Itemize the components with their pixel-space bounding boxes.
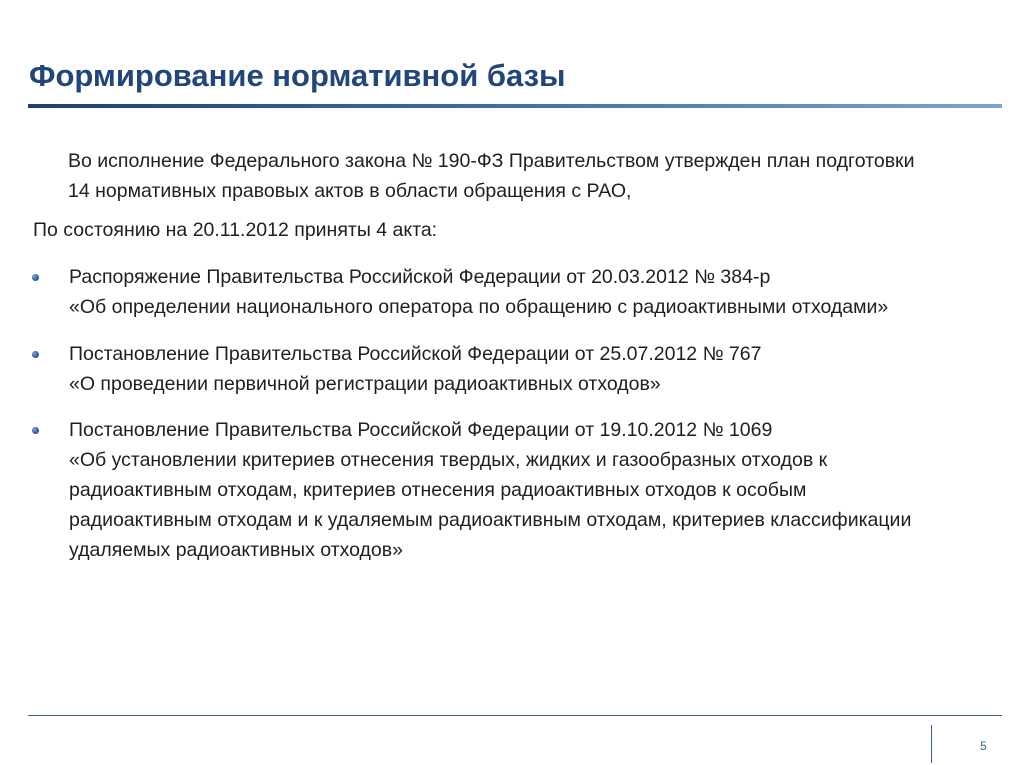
footer-divider bbox=[931, 725, 932, 763]
list-item-text bbox=[69, 262, 1004, 322]
status-text: По состоянию на 20.11.2012 приняты 4 акта: bbox=[33, 219, 438, 241]
list-item-line: «О проведении первичной регистрации радиоактивных отходов» bbox=[69, 373, 661, 395]
list-item-line: «Об определении национального оператора по обращению с радиоактивными отходами» bbox=[69, 296, 889, 318]
list-item-line: Постановление Правительства Российской Федерации от 19.10.2012 № 1069 bbox=[69, 419, 773, 441]
slide-title: Формирование нормативной базы bbox=[29, 58, 566, 93]
list-item-line: Постановление Правительства Российской Федерации от 25.07.2012 № 767 bbox=[69, 343, 762, 365]
bullet-dot-icon bbox=[32, 351, 39, 358]
intro-line-2: 14 нормативных правовых актов в области обращения с РАО, bbox=[68, 180, 632, 202]
bullet-dot-icon bbox=[32, 274, 39, 281]
list-item-line: радиоактивным отходам и к удаляемым радиоактивным отходам, критериев классификации bbox=[69, 509, 912, 531]
list-item-line: «Об установлении критериев отнесения твердых, жидких и газообразных отходов к bbox=[69, 449, 828, 471]
list-item-line: Распоряжение Правительства Российской Федерации от 20.03.2012 № 384-р bbox=[69, 266, 771, 288]
intro-paragraph bbox=[68, 146, 1008, 206]
list-item-text bbox=[69, 415, 1004, 565]
list-item-line: удаляемых радиоактивных отходов» bbox=[69, 539, 403, 561]
page-number: 5 bbox=[980, 739, 987, 753]
list-item-text bbox=[69, 339, 1004, 399]
list-item-line: радиоактивным отходам, критериев отнесения радиоактивных отходов к особым bbox=[69, 479, 807, 501]
footer-line bbox=[28, 715, 1002, 716]
intro-line-1: Во исполнение Федерального закона № 190-ФЗ Правительством утвержден план подготовки bbox=[68, 150, 915, 172]
bullet-dot-icon bbox=[32, 427, 39, 434]
